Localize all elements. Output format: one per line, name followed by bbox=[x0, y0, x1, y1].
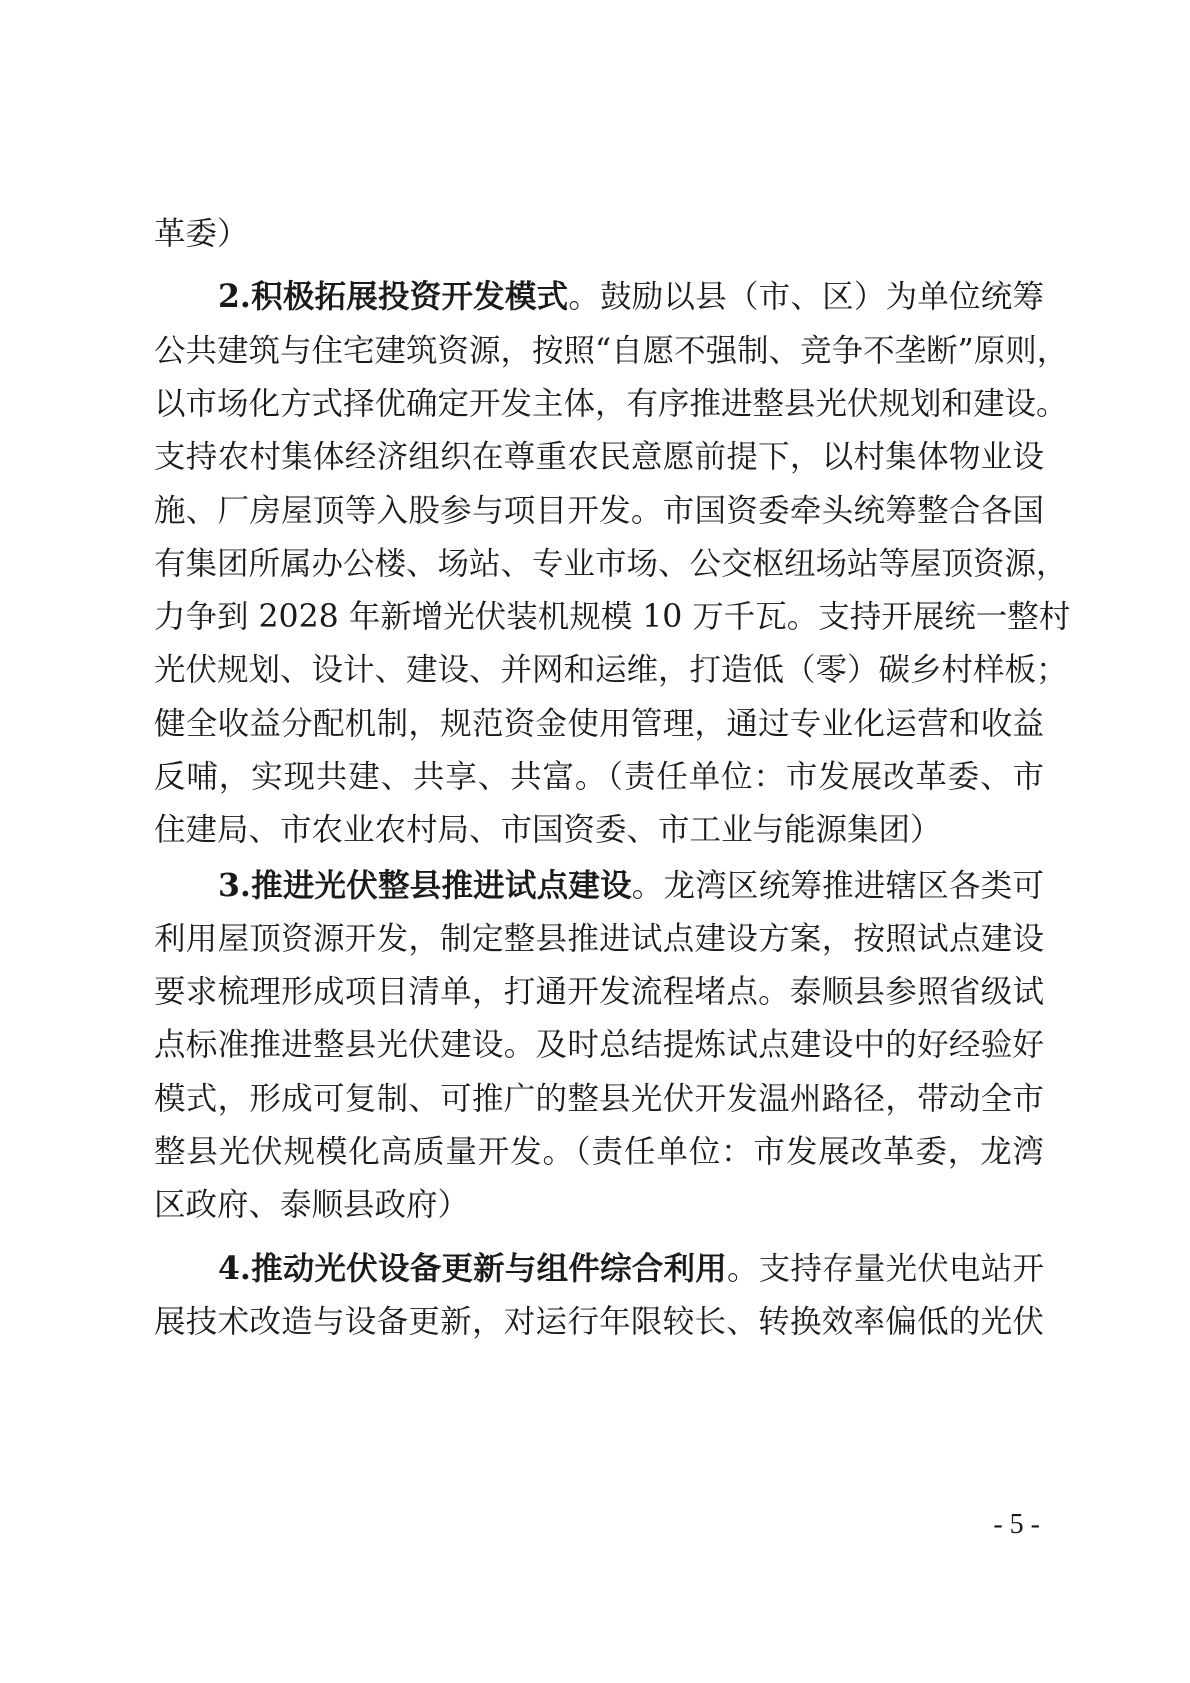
line-text: 区政府、泰顺县政府） bbox=[154, 1187, 470, 1223]
text-line bbox=[154, 640, 1068, 700]
text-line bbox=[154, 1122, 1044, 1182]
section-heading: 4.推动光伏设备更新与组件综合利用 bbox=[218, 1250, 727, 1287]
text-line bbox=[154, 1175, 1044, 1235]
text-line bbox=[154, 374, 1068, 434]
text-line bbox=[154, 1292, 1044, 1352]
line-text: 公共建筑与住宅建筑资源，按照“自愿不强制、竞争不垄断”原则， bbox=[154, 333, 1069, 369]
line-text: 光伏规划、设计、建设、并网和运维，打造低（零）碳乡村样板； bbox=[154, 652, 1068, 688]
text-line bbox=[154, 534, 1068, 594]
line-text: 住建局、市农业农村局、市国资委、市工业与能源集团） bbox=[154, 812, 942, 848]
paragraph-heading-line bbox=[218, 1239, 1044, 1299]
paragraph-heading-line bbox=[218, 856, 1044, 916]
text-line bbox=[154, 481, 1044, 541]
text-line bbox=[154, 1015, 1044, 1075]
line-text: 革委） bbox=[154, 216, 249, 252]
line-text: 整县光伏规模化高质量开发。（责任单位：市发展改革委，龙湾 bbox=[154, 1134, 1044, 1170]
text-line bbox=[154, 427, 1044, 487]
line-text: 点标准推进整县光伏建设。及时总结提炼试点建设中的好经验好 bbox=[154, 1027, 1044, 1063]
line-text: 模式，形成可复制、可推广的整县光伏开发温州路径，带动全市 bbox=[154, 1081, 1044, 1117]
line-text: 。支持存量光伏电站开 bbox=[726, 1251, 1044, 1287]
text-line bbox=[154, 800, 1044, 860]
line-text: 反哺，实现共建、共享、共富。（责任单位：市发展改革委、市 bbox=[154, 759, 1044, 795]
section-heading: 2.积极拓展投资开发模式 bbox=[218, 278, 569, 315]
line-text: 支持农村集体经济组织在尊重农民意愿前提下，以村集体物业设 bbox=[154, 439, 1044, 475]
text-line bbox=[154, 747, 1044, 807]
page-number: - 5 - bbox=[993, 1509, 1040, 1540]
text-line bbox=[154, 909, 1044, 969]
line-text: 施、厂房屋顶等入股参与项目开发。市国资委牵头统筹整合各国 bbox=[154, 493, 1044, 529]
line-text: 力争到 2028 年新增光伏装机规模 10 万千瓦。支持开展统一整村 bbox=[154, 599, 1071, 635]
text-line bbox=[154, 204, 1044, 264]
text-line bbox=[154, 321, 1069, 381]
section-heading: 3.推进光伏整县推进试点建设 bbox=[218, 867, 632, 904]
line-text: 健全收益分配机制，规范资金使用管理，通过专业化运营和收益 bbox=[154, 706, 1044, 742]
text-line bbox=[154, 1069, 1044, 1129]
line-text: 。鼓励以县（市、区）为单位统筹 bbox=[568, 279, 1044, 315]
line-text: 要求梳理形成项目清单，打通开发流程堵点。泰顺县参照省级试 bbox=[154, 974, 1044, 1010]
line-text: 有集团所属办公楼、场站、专业市场、公交枢纽场站等屋顶资源， bbox=[154, 546, 1068, 582]
paragraph-heading-line bbox=[218, 267, 1044, 327]
text-line bbox=[154, 587, 1071, 647]
line-text: 。龙湾区统筹推进辖区各类可 bbox=[631, 868, 1044, 904]
line-text: 利用屋顶资源开发，制定整县推进试点建设方案，按照试点建设 bbox=[154, 921, 1044, 957]
text-line bbox=[154, 694, 1044, 754]
text-line bbox=[154, 962, 1044, 1022]
line-text: 展技术改造与设备更新，对运行年限较长、转换效率偏低的光伏 bbox=[154, 1304, 1044, 1340]
line-text: 以市场化方式择优确定开发主体，有序推进整县光伏规划和建设。 bbox=[154, 386, 1068, 422]
